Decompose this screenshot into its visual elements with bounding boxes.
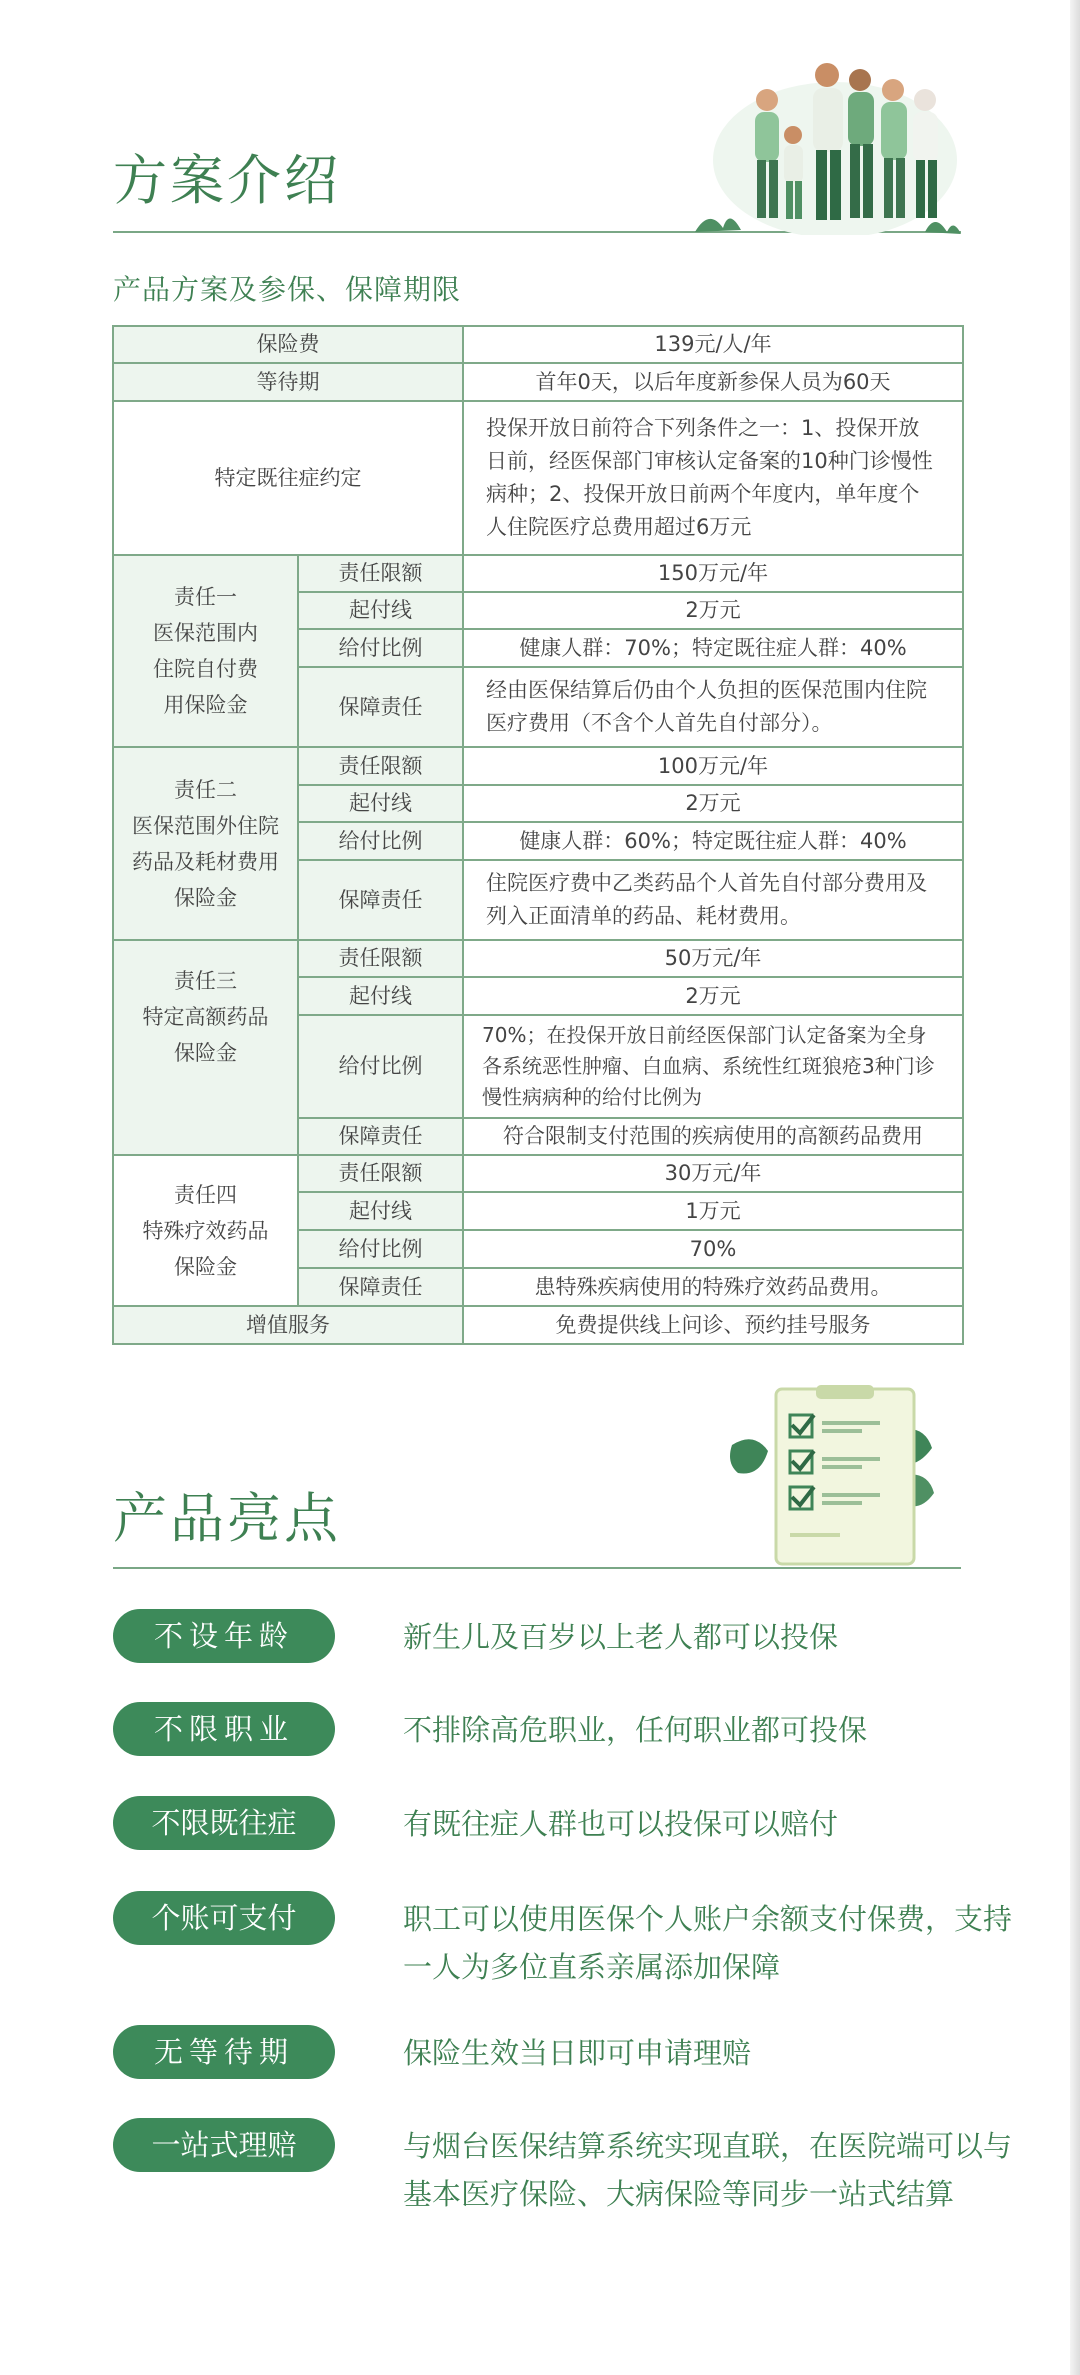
row-label: 起付线 <box>298 1192 463 1230</box>
table-row <box>113 1155 963 1192</box>
table-row <box>113 555 963 592</box>
highlight-tag: 无等待期 <box>113 2025 335 2079</box>
highlight-text: 职工可以使用医保个人账户余额支付保费，支持一人为多位直系亲属添加保障 <box>403 1902 1013 1984</box>
highlight-text: 有既往症人群也可以投保可以赔付 <box>403 1807 839 1841</box>
row-label: 责任限额 <box>298 747 463 785</box>
highlight-tag: 个账可支付 <box>113 1891 335 1945</box>
row-value: 2万元 <box>463 592 963 629</box>
premium-label: 保险费 <box>113 326 463 363</box>
row-label: 给付比例 <box>298 629 463 667</box>
row-label: 保障责任 <box>298 1268 463 1306</box>
highlight-text: 新生儿及百岁以上老人都可以投保 <box>403 1620 839 1654</box>
liability-4-name: 责任四 特殊疗效药品 保险金 <box>113 1155 298 1306</box>
table-row <box>113 747 963 785</box>
row-value: 70%；在投保开放日前经医保部门认定备案为全身各系统恶性肿瘤、白血病、系统性红斑狼疮3种门诊慢性病病种的给付比例为 <box>463 1015 963 1118</box>
row-label: 保障责任 <box>298 1118 463 1155</box>
section-title-plan: 方案介绍 <box>113 149 341 212</box>
highlight-text: 不排除高危职业，任何职业都可投保 <box>403 1713 868 1747</box>
row-label: 保障责任 <box>298 860 463 940</box>
row-value: 1万元 <box>463 1192 963 1230</box>
highlight-tag: 不限职业 <box>113 1702 335 1756</box>
table-row <box>113 1306 963 1344</box>
row-label: 起付线 <box>298 785 463 822</box>
service-value: 免费提供线上问诊、预约挂号服务 <box>463 1306 963 1344</box>
row-value: 30万元/年 <box>463 1155 963 1192</box>
row-value: 2万元 <box>463 977 963 1015</box>
preexisting-label: 特定既往症约定 <box>113 401 463 555</box>
row-label: 给付比例 <box>298 1230 463 1268</box>
row-value: 50万元/年 <box>463 940 963 977</box>
highlight-text: 与烟台医保结算系统实现直联，在医院端可以与基本医疗保险、大病保险等同步一站式结算 <box>403 2129 1013 2211</box>
plan-subtitle: 产品方案及参保、保障期限 <box>113 273 462 306</box>
row-value: 住院医疗费中乙类药品个人首先自付部分费用及列入正面清单的药品、耗材费用。 <box>463 860 963 940</box>
checklist-illustration <box>728 1385 958 1570</box>
row-label: 给付比例 <box>298 822 463 860</box>
row-label: 责任限额 <box>298 555 463 592</box>
section-divider <box>113 1567 961 1569</box>
row-value: 2万元 <box>463 785 963 822</box>
page-edge-shadow <box>1070 0 1080 2375</box>
liability-2-name: 责任二 医保范围外住院 药品及耗材费用 保险金 <box>113 747 298 940</box>
row-value: 患特殊疾病使用的特殊疗效药品费用。 <box>463 1268 963 1306</box>
row-value: 150万元/年 <box>463 555 963 592</box>
plan-table <box>112 325 964 1345</box>
highlight-tag: 不设年龄 <box>113 1609 335 1663</box>
table-row <box>113 401 963 555</box>
row-label: 起付线 <box>298 592 463 629</box>
row-label: 起付线 <box>298 977 463 1015</box>
row-value: 70% <box>463 1230 963 1268</box>
highlight-tag: 一站式理赔 <box>113 2118 335 2172</box>
row-value: 经由医保结算后仍由个人负担的医保范围内住院医疗费用（不含个人首先自付部分）。 <box>463 667 963 747</box>
waiting-label: 等待期 <box>113 363 463 401</box>
waiting-value: 首年0天，以后年度新参保人员为60天 <box>463 363 963 401</box>
liability-3-name: 责任三 特定高额药品 保险金 <box>113 940 298 1155</box>
row-label: 给付比例 <box>298 1015 463 1118</box>
row-label: 责任限额 <box>298 1155 463 1192</box>
preexisting-value: 投保开放日前符合下列条件之一：1、投保开放日前，经医保部门审核认定备案的10种门诊慢性病种；2、投保开放日前两个年度内，单年度个人住院医疗总费用超过6万元 <box>463 401 963 555</box>
row-value: 符合限制支付范围的疾病使用的高额药品费用 <box>463 1118 963 1155</box>
table-row <box>113 940 963 977</box>
row-label: 保障责任 <box>298 667 463 747</box>
row-label: 责任限额 <box>298 940 463 977</box>
row-value: 健康人群：60%；特定既往症人群：40% <box>463 822 963 860</box>
highlight-text: 保险生效当日即可申请理赔 <box>403 2036 752 2070</box>
section-title-highlights: 产品亮点 <box>113 1487 341 1550</box>
row-value: 健康人群：70%；特定既往症人群：40% <box>463 629 963 667</box>
table-row <box>113 326 963 363</box>
liability-1-name: 责任一 医保范围内 住院自付费 用保险金 <box>113 555 298 747</box>
row-value: 100万元/年 <box>463 747 963 785</box>
highlight-tag: 不限既往症 <box>113 1796 335 1850</box>
table-row <box>113 363 963 401</box>
premium-value: 139元/人/年 <box>463 326 963 363</box>
service-label: 增值服务 <box>113 1306 463 1344</box>
family-illustration <box>675 50 965 235</box>
